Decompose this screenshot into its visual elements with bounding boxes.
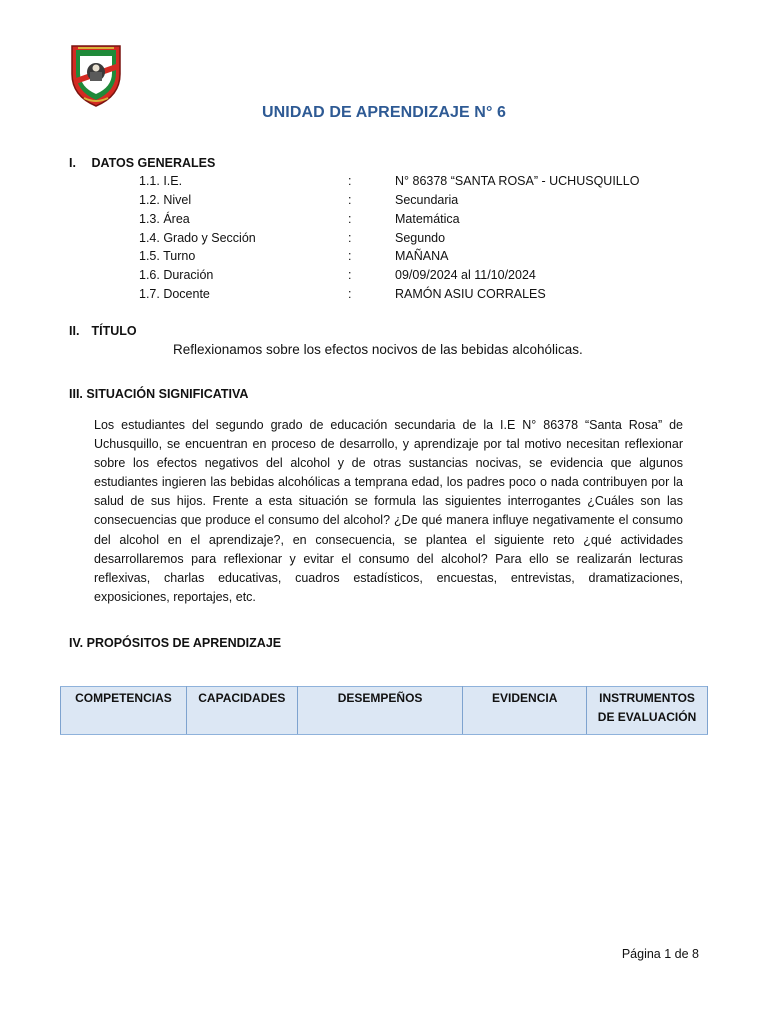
header-capacidades: CAPACIDADES: [186, 687, 297, 735]
datos-colon: :: [348, 231, 352, 245]
section-heading-text: PROPÓSITOS DE APRENDIZAJE: [86, 636, 282, 650]
datos-colon: :: [348, 174, 352, 188]
datos-label: 1.3. Área: [139, 212, 190, 226]
section-heading-datos: [69, 156, 215, 170]
page-total: 8: [692, 947, 699, 961]
datos-label: 1.4. Grado y Sección: [139, 231, 256, 245]
page-title: UNIDAD DE APRENDIZAJE N° 6: [262, 104, 506, 121]
datos-row: [0, 249, 768, 267]
section-heading-titulo: [69, 324, 137, 338]
datos-colon: :: [348, 193, 352, 207]
datos-colon: :: [348, 287, 352, 301]
unit-title-text: Reflexionamos sobre los efectos nocivos de las bebidas alcohólicas.: [173, 342, 583, 357]
datos-value: Secundaria: [395, 193, 459, 207]
datos-label: 1.1. I.E.: [139, 174, 183, 188]
section-number: III.: [69, 387, 83, 401]
datos-row: [0, 268, 768, 286]
header-competencias: COMPETENCIAS: [61, 687, 187, 735]
section-heading-propositos: [69, 636, 281, 650]
datos-value: RAMÓN ASIU CORRALES: [395, 287, 546, 301]
situacion-paragraph: Los estudiantes del segundo grado de educación secundaria de la I.E N° 86378 “Santa Rosa” de Uchusquillo, se encuentran en proceso de desarrollo, y aprendizaje por tal motivo necesitan reflexionar sobre los efectos negativos del alcohol y de otras sustancias nocivas, se evidencia que algunos estudiantes ingieren las bebidas alcohólicas a temprana edad, los padres poco o nada contribuyen por la salud de sus hijos. Frente a esta situación se formula las siguientes interrogantes ¿Cuáles son las consecuencias que produce el consumo del alcohol? ¿De qué manera influye negativamente el consumo del alcohol en el aprendizaje?, en consecuencia, se plantea el siguiente reto ¿qué actividades desarrollaremos para reflexionar y evitar el consumo del alcohol? Para ello se realizarán lecturas reflexivas, charlas educativas, cuadros estadísticos, encuestas, entrevistas, dramatizaciones, exposiciones, reportajes, etc.: [94, 418, 683, 604]
header-instrumentos: INSTRUMENTOS DE EVALUACIÓN: [587, 687, 708, 735]
table-header-row: [61, 687, 708, 735]
datos-row: [0, 287, 768, 305]
datos-colon: :: [348, 249, 352, 263]
datos-value: MAÑANA: [395, 249, 449, 263]
datos-label: 1.6. Duración: [139, 268, 214, 282]
datos-value: Segundo: [395, 231, 446, 245]
datos-colon: :: [348, 212, 352, 226]
datos-label: 1.2. Nivel: [139, 193, 192, 207]
datos-value: Matemática: [395, 212, 460, 226]
datos-label: 1.7. Docente: [139, 287, 210, 301]
datos-row: [0, 193, 768, 211]
datos-row: [0, 231, 768, 249]
propositos-table: [60, 686, 708, 735]
section-heading-text: TÍTULO: [91, 324, 137, 338]
school-crest-icon: [66, 40, 126, 108]
datos-value: N° 86378 “SANTA ROSA” - UCHUSQUILLO: [395, 174, 640, 188]
section-number: IV.: [69, 636, 84, 650]
section-heading-text: DATOS GENERALES: [91, 156, 216, 170]
datos-row: [0, 212, 768, 230]
header-desempenos: DESEMPEÑOS: [297, 687, 463, 735]
page-number-prefix: Página 1 de: [621, 947, 689, 961]
section-heading-situacion: [69, 387, 248, 401]
page-footer: [622, 947, 699, 961]
datos-label: 1.5. Turno: [139, 249, 196, 263]
section-heading-text: SITUACIÓN SIGNIFICATIVA: [86, 387, 249, 401]
section-number: I.: [69, 156, 76, 170]
datos-value: 09/09/2024 al 11/10/2024: [395, 268, 536, 282]
section-number: II.: [69, 324, 80, 338]
datos-row: [0, 174, 768, 192]
header-evidencia: EVIDENCIA: [463, 687, 587, 735]
datos-colon: :: [348, 268, 352, 282]
